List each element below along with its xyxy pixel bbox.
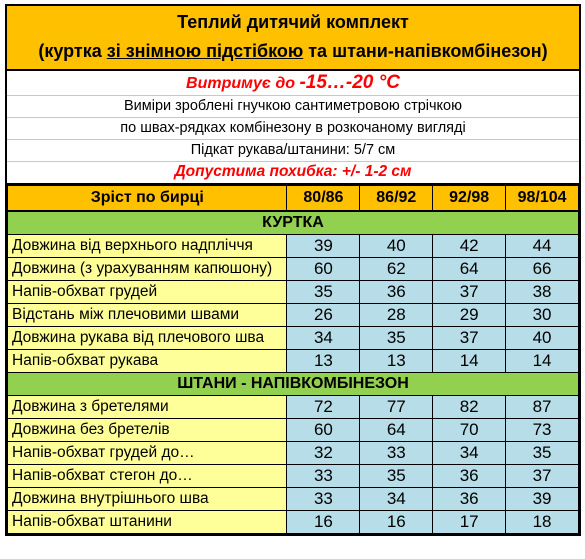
row-value: 35: [360, 465, 433, 488]
row-value: 14: [433, 350, 506, 373]
row-label: Напів-обхват грудей: [8, 281, 287, 304]
row-value: 39: [506, 488, 579, 511]
table-row: [8, 235, 579, 258]
table-row: [8, 442, 579, 465]
title-line-2-underlined: зі знімною підстібкою: [106, 41, 304, 61]
row-value: 26: [287, 304, 360, 327]
row-value: 36: [433, 488, 506, 511]
row-value: 18: [506, 511, 579, 534]
row-label: Довжина рукава від плечового шва: [8, 327, 287, 350]
row-value: 37: [506, 465, 579, 488]
title-line-2-after: та штани-напівкомбінезон): [303, 41, 548, 61]
table-row: [8, 281, 579, 304]
row-value: 34: [287, 327, 360, 350]
row-value: 40: [506, 327, 579, 350]
row-value: 66: [506, 258, 579, 281]
table-header-row: [8, 186, 579, 212]
table-row: [8, 396, 579, 419]
table-row: [8, 511, 579, 534]
row-label: Довжина без бретелів: [8, 419, 287, 442]
row-label: Довжина з бретелями: [8, 396, 287, 419]
title-line-2-before: (куртка: [38, 41, 107, 61]
row-value: 16: [360, 511, 433, 534]
header-size-1: 80/86: [287, 186, 360, 212]
row-value: 73: [506, 419, 579, 442]
temperature-value: -15…-20 °C: [299, 72, 400, 93]
title-line-1: Теплий дитячий комплект: [177, 12, 409, 32]
measure-note-1: Виміри зроблені гнучкою сантиметровою стрічкою: [7, 96, 579, 118]
row-value: 64: [433, 258, 506, 281]
title-line-2: [7, 36, 579, 69]
header-size-2: 86/92: [360, 186, 433, 212]
table-row: [8, 350, 579, 373]
row-value: 13: [287, 350, 360, 373]
row-label: Довжина від верхнього надпліччя: [8, 235, 287, 258]
section-title: ШТАНИ - НАПІВКОМБІНЕЗОН: [8, 373, 579, 396]
row-label: Напів-обхват рукава: [8, 350, 287, 373]
header-size-4: 98/104: [506, 186, 579, 212]
row-label: Відстань між плечовими швами: [8, 304, 287, 327]
row-value: 30: [506, 304, 579, 327]
section-title: КУРТКА: [8, 211, 579, 235]
table-row: [8, 258, 579, 281]
row-label: Напів-обхват стегон до…: [8, 465, 287, 488]
temperature-note: [7, 71, 579, 96]
row-value: 17: [433, 511, 506, 534]
row-value: 29: [433, 304, 506, 327]
header-height-label: Зріст по бирці: [8, 186, 287, 212]
row-value: 34: [433, 442, 506, 465]
row-value: 39: [287, 235, 360, 258]
row-value: 28: [360, 304, 433, 327]
row-label: Напів-обхват грудей до…: [8, 442, 287, 465]
temperature-label: Витримує до: [186, 75, 300, 92]
row-value: 36: [433, 465, 506, 488]
row-value: 32: [287, 442, 360, 465]
row-value: 64: [360, 419, 433, 442]
table-row: [8, 488, 579, 511]
table-row: [8, 304, 579, 327]
row-value: 72: [287, 396, 360, 419]
row-value: 16: [287, 511, 360, 534]
section-row-jacket: [8, 211, 579, 235]
section-row-trousers: [8, 373, 579, 396]
table-row: [8, 465, 579, 488]
row-value: 40: [360, 235, 433, 258]
row-value: 87: [506, 396, 579, 419]
row-value: 44: [506, 235, 579, 258]
row-value: 35: [360, 327, 433, 350]
row-value: 38: [506, 281, 579, 304]
row-value: 33: [287, 465, 360, 488]
size-chart-sheet: [5, 4, 581, 536]
row-value: 77: [360, 396, 433, 419]
row-label: Напів-обхват штанини: [8, 511, 287, 534]
row-value: 13: [360, 350, 433, 373]
row-value: 33: [287, 488, 360, 511]
table-row: [8, 327, 579, 350]
row-value: 37: [433, 327, 506, 350]
title-banner: [7, 6, 579, 71]
size-table: [7, 185, 579, 534]
row-value: 62: [360, 258, 433, 281]
row-value: 36: [360, 281, 433, 304]
row-value: 42: [433, 235, 506, 258]
measure-note-2: по швах-рядках комбінезону в розкочаному вигляді: [7, 118, 579, 140]
row-value: 37: [433, 281, 506, 304]
row-value: 14: [506, 350, 579, 373]
cuff-note: Підкат рукава/штанини: 5/7 см: [7, 140, 579, 162]
header-size-3: 92/98: [433, 186, 506, 212]
row-value: 60: [287, 419, 360, 442]
row-value: 34: [360, 488, 433, 511]
table-row: [8, 419, 579, 442]
row-label: Довжина (з урахуванням капюшону): [8, 258, 287, 281]
row-value: 33: [360, 442, 433, 465]
row-value: 70: [433, 419, 506, 442]
row-value: 60: [287, 258, 360, 281]
row-value: 82: [433, 396, 506, 419]
row-value: 35: [287, 281, 360, 304]
row-label: Довжина внутрішнього шва: [8, 488, 287, 511]
row-value: 35: [506, 442, 579, 465]
tolerance-note: Допустима похибка: +/- 1-2 см: [7, 162, 579, 185]
